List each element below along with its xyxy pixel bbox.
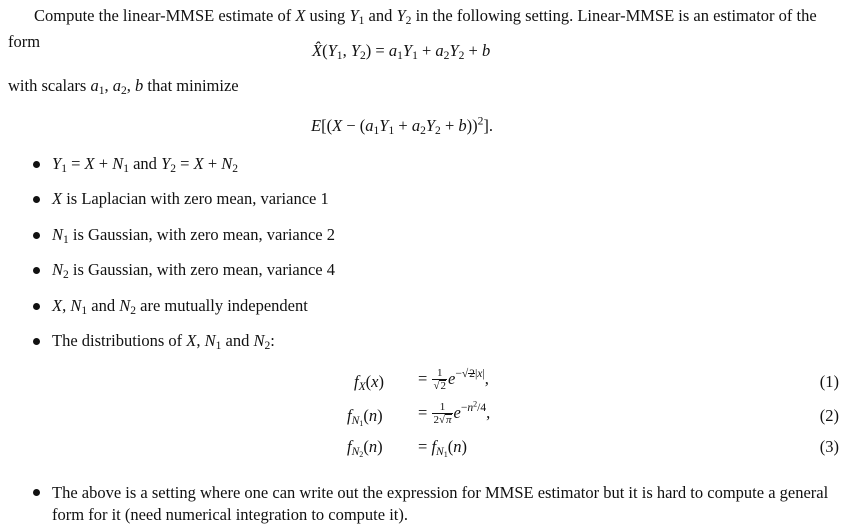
final-bullet-text: The above is a setting where one can write out the expression for MMSE estimator but it is hard to compute a general form for it (need numerical integration to compute it). bbox=[52, 483, 829, 524]
equation-1-rhs: = $\frac{1}{√2}$ $e^{-√2|x|}$, bbox=[418, 367, 489, 392]
intro-text: Compute the linear-MMSE estimate of X using $Y_1$ and $Y_2$ in the following setting. Linear-MMSE is an estimator of the form bbox=[8, 6, 817, 51]
bullet-item-6: The distributions of X, $N_1$ and $N_2$: bbox=[52, 331, 275, 352]
bullet-dot bbox=[33, 489, 40, 496]
bullet-dot bbox=[33, 232, 40, 239]
equation-3-rhs: = $f_{N_1}(n)$ bbox=[418, 437, 468, 459]
bullet-item-5: X, $N_1$ and $N_2$ are mutually independent bbox=[52, 296, 308, 317]
equation-3-number: (3) bbox=[819, 437, 839, 456]
equation-1-number: (1) bbox=[819, 372, 839, 391]
with-scalars-text: with scalars $a_1$, $a_2$, b that minimize bbox=[8, 76, 239, 97]
bullet-dot bbox=[33, 267, 40, 274]
bullet-dot bbox=[33, 338, 40, 345]
bullet-dot bbox=[33, 303, 40, 310]
bullet-item-1: $Y_1 = X + N_1$ and $Y_2 = X + N_2$ bbox=[52, 154, 239, 175]
bullet-dot bbox=[33, 196, 40, 203]
equation-3-lhs: $f_{N_2}(n)$ bbox=[347, 437, 383, 459]
objective-formula: $E[(X - (a_1Y_1 + a_2Y_2 + b))^2]$. bbox=[311, 115, 494, 137]
bullet-item-3: $N_1$ is Gaussian, with zero mean, variance 2 bbox=[52, 225, 335, 246]
equation-2-rhs: = $\frac{1}{2√\pi}$ $e^{-n^2/4}$, bbox=[418, 400, 491, 426]
bullet-dot bbox=[33, 161, 40, 168]
bullet-item-4: $N_2$ is Gaussian, with zero mean, variance 4 bbox=[52, 260, 335, 281]
estimator-formula: $X̂(Y_1$, $Y_2) = a_1Y_1 + a_2Y_2 + b$ bbox=[312, 41, 491, 62]
equation-1-lhs: $f_X(x)$ bbox=[354, 372, 384, 393]
bullet-item-2: X is Laplacian with zero mean, variance 1 bbox=[52, 189, 329, 208]
equation-2-lhs: $f_{N_1}(n)$ bbox=[347, 406, 383, 428]
equation-2-number: (2) bbox=[819, 406, 839, 425]
